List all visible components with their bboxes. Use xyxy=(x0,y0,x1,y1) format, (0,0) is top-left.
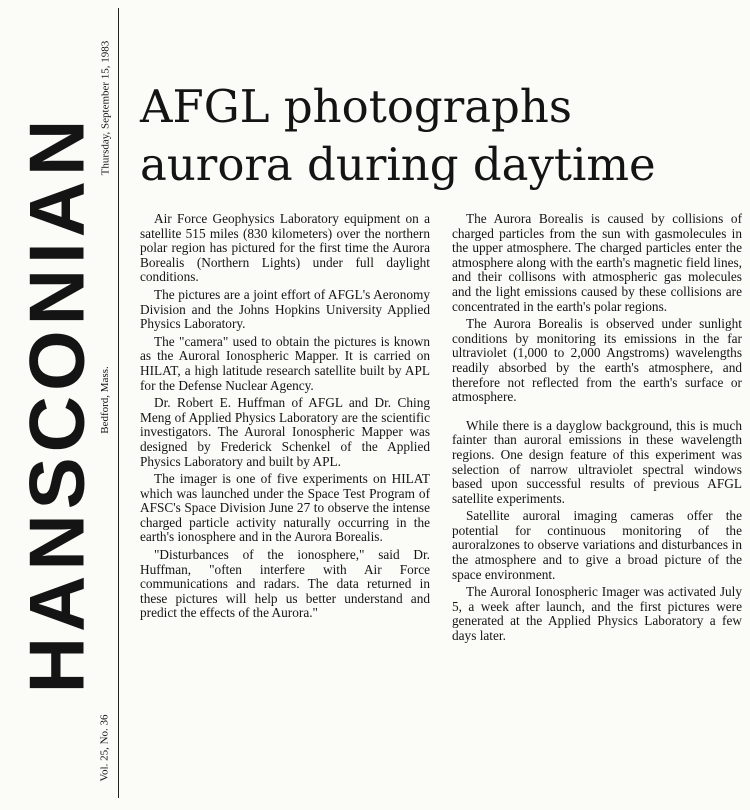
article-column-right xyxy=(452,212,742,647)
issue-volume: Vol. 25, No. 36 xyxy=(99,713,111,782)
paragraph: The "camera" used to obtain the pictures is known as the Auroral Ionospheric Mapper. It is carried on HILAT, a high latitude research satellite built by APL for the Defense Nuclear Agency. xyxy=(140,333,430,393)
paragraph: The Aurora Borealis is observed under sunlight conditions by monitoring its emissions in the far ultraviolet (1,000 to 2,000 Angstroms) wavelengths readily absorbed by the earth's atmosphere, and therefore not reflected from the earth's surface or atmosphere. xyxy=(452,316,742,405)
newspaper-name: HANSCONIAN xyxy=(12,114,101,694)
paragraph: "Disturbances of the ionosphere," said Dr. Huffman, "often interfere with Air Force communications and radars. The data returned in these pictures will help us better understand and predict the effects of the Aurora." xyxy=(140,547,430,621)
masthead-divider xyxy=(118,8,119,798)
masthead xyxy=(12,10,101,798)
headline-line-2: aurora during daytime xyxy=(140,138,656,191)
paragraph: While there is a dayglow background, this is much fainter than auroral emissions in these wavelength regions. One design feature of this experiment was selection of narrow ultraviolet spectral windows based upon successful results of previous AFGL satellite experiments. xyxy=(452,417,742,506)
issue-date: Thursday, September 15, 1983 xyxy=(99,40,111,176)
paragraph: Air Force Geophysics Laboratory equipment on a satellite 515 miles (830 kilometers) over the northern polar region has pictured for the first time the Aurora Borealis (Northern Lights) under full daylight conditions. xyxy=(140,211,430,285)
issue-location: Bedford, Mass. xyxy=(99,366,111,434)
paragraph: The Aurora Borealis is caused by collisions of charged particles from the sun with gasmolecules in the upper atmosphere. The charged particles enter the atmosphere along with the earth's magnetic field lines, and their collisons with atmospheric gas molecules and the light emissions caused by these collisions are concentrated in the earth's polar regions. xyxy=(452,211,742,314)
paragraph: Dr. Robert E. Huffman of AFGL and Dr. Ching Meng of Applied Physics Laboratory are the scientific investigators. The Auroral Ionospheric Mapper was designed by Frederick Schenkel of the Applied Physics Laboratory and built by APL. xyxy=(140,395,430,469)
paragraph: The Auroral Ionospheric Imager was activated July 5, a week after launch, and the first pictures were generated at the Applied Physics Laboratory a few days later. xyxy=(452,584,742,644)
headline-line-1: AFGL photographs xyxy=(140,80,572,133)
paragraph: The imager is one of five experiments on HILAT which was launched under the Space Test Program of AFSC's Space Division June 27 to observe the intense charged particle activity naturally occurring in the earth's ionosphere and in the Aurora Borealis. xyxy=(140,471,430,545)
article-headline xyxy=(140,78,740,194)
article-column-left xyxy=(140,212,430,624)
paragraph: The pictures are a joint effort of AFGL's Aeronomy Division and the Johns Hopkins University Applied Physics Laboratory. xyxy=(140,286,430,332)
paragraph: Satellite auroral imaging cameras offer the potential for continuous monitoring of the auroralzones to observe variations and disturbances in the atmosphere and to give a broad picture of the space environment. xyxy=(452,508,742,582)
